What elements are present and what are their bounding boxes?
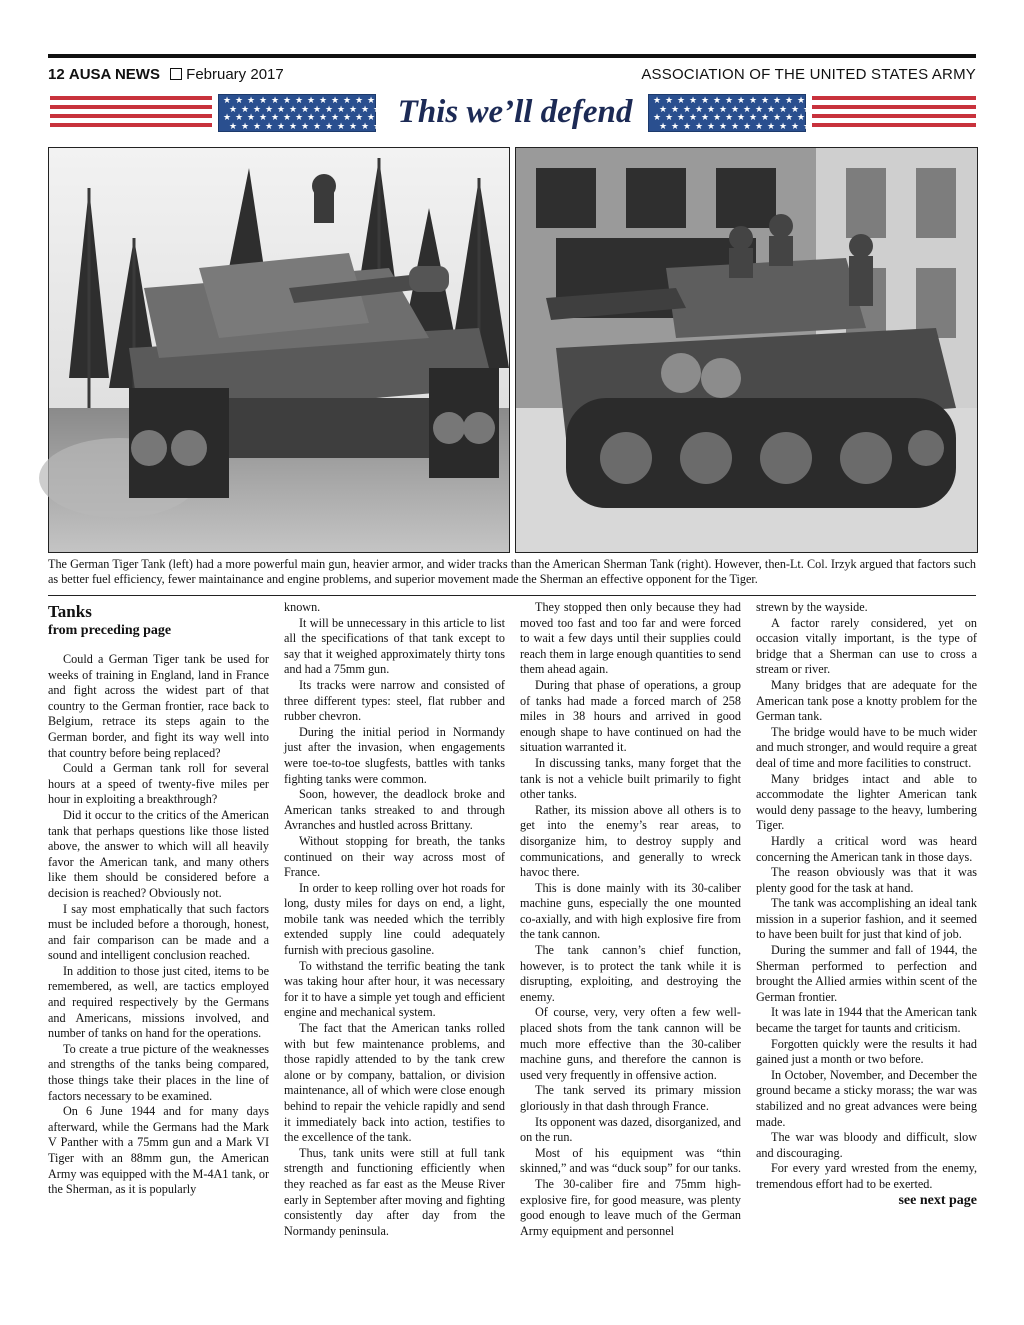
- sherman-tank-photo: [515, 147, 978, 553]
- star-icon: ★: [713, 113, 722, 123]
- star-icon: ★: [653, 96, 662, 106]
- paragraph: Could a German Tiger tank be used for weeks of training in England, land in France and fight across the widest part of that country to the German frontier, race back to Belgium, retrace its steps again to the German border, and fight its way well into that country before being replaced?: [48, 652, 269, 760]
- star-icon: ★: [259, 96, 268, 106]
- star-icon: ★: [301, 104, 310, 115]
- star-icon: ★: [295, 113, 304, 123]
- paragraph: The tank was accomplishing an ideal tank mission in a superior fashion, and it seemed to have been built for just that kind of job.: [756, 896, 977, 942]
- star-icon: ★: [779, 121, 788, 132]
- flag-stars-left-icon: [218, 94, 382, 132]
- page-number: 12: [48, 66, 65, 83]
- paragraph: Most of his equipment was “thin skinned,” and was “duck soup” for our tanks.: [520, 1145, 742, 1176]
- star-icon: ★: [229, 104, 238, 115]
- star-icon: ★: [671, 121, 680, 132]
- star-icon: ★: [761, 113, 770, 123]
- caption-rule: [48, 595, 976, 596]
- star-icon: ★: [271, 96, 280, 106]
- star-icon: ★: [271, 113, 280, 123]
- star-icon: ★: [713, 96, 722, 106]
- star-icon: ★: [665, 96, 674, 106]
- star-icon: ★: [355, 113, 364, 123]
- star-icon: ★: [331, 113, 340, 123]
- star-icon: ★: [737, 96, 746, 106]
- star-icon: ★: [319, 96, 328, 106]
- star-icon: ★: [785, 113, 794, 123]
- paragraph: A factor rarely considered, yet on occasion vitally important, is the type of bridge that a Sherman can use to cross a stream or river.: [756, 615, 977, 677]
- star-icon: ★: [241, 121, 250, 132]
- star-icon: ★: [259, 113, 268, 123]
- checkbox-icon: [170, 68, 182, 80]
- star-icon: ★: [247, 96, 256, 106]
- organization-name: ASSOCIATION OF THE UNITED STATES ARMY: [641, 66, 976, 83]
- star-icon: ★: [289, 121, 298, 132]
- paragraph: In discussing tanks, many forget that the tank is not a vehicle built primarily to fight other tanks.: [520, 755, 741, 802]
- star-icon: ★: [235, 96, 244, 106]
- paragraph: This is done mainly with its 30-caliber machine guns, especially the one mounted co-axially, and with high explosive fire from the tank cannon.: [520, 880, 741, 942]
- star-icon: ★: [767, 104, 776, 115]
- star-icon: ★: [241, 104, 250, 115]
- paragraph: The 30-caliber fire and 75mm high-explosive fire, for good measure, was plenty good enough to leave much of the German Army equipment and personnel: [520, 1176, 741, 1238]
- star-icon: ★: [355, 96, 364, 106]
- star-icon: ★: [283, 113, 292, 123]
- star-icon: ★: [803, 121, 812, 132]
- star-icon: ★: [677, 96, 686, 106]
- star-icon: ★: [725, 96, 734, 106]
- star-icon: ★: [325, 104, 334, 115]
- paragraph: Its opponent was dazed, disorganized, and on the run.: [520, 1114, 741, 1145]
- star-icon: ★: [277, 104, 286, 115]
- star-icon: ★: [749, 113, 758, 123]
- star-icon: ★: [737, 113, 746, 123]
- paragraph: Forgotten quickly were the results it had gained just a month or two before.: [756, 1036, 977, 1067]
- paragraph: They stopped then only because they had moved too fast and too far and were forced to wait a few days until their supplies could reach them in large enough quantities to send them ahead again.: [520, 600, 741, 677]
- paragraph: The fact that the American tanks rolled with but few maintenance problems, and those rapidly attended to by the tank crew alone or by company, battalion, or division maintenance, all of which were close enough behind to repair the vehicle rapidly and send it immediately back into action, testifies to the excellence of the tank.: [284, 1021, 505, 1145]
- paragraph: During the summer and fall of 1944, the Sherman performed to perfection and brought the Allied armies within scent of the German frontier.: [756, 943, 977, 1004]
- top-rule: [48, 54, 976, 58]
- paragraph: Many bridges intact and able to accommodate the lighter American tank would deny passage to the heavy, lumbering Tiger.: [756, 771, 977, 833]
- star-icon: ★: [313, 104, 322, 115]
- header-left: [48, 66, 284, 83]
- publication-name: AUSA NEWS: [68, 66, 160, 83]
- star-icon: ★: [749, 96, 758, 106]
- star-icon: ★: [791, 104, 800, 115]
- star-icon: ★: [283, 96, 292, 106]
- paragraph: The reason obviously was that it was plenty good for the task at hand.: [756, 865, 977, 895]
- star-icon: ★: [797, 113, 806, 123]
- star-icon: ★: [725, 113, 734, 123]
- star-icon: ★: [773, 96, 782, 106]
- star-icon: ★: [307, 96, 316, 106]
- paragraph: strewn by the wayside.: [756, 600, 868, 614]
- star-icon: ★: [367, 113, 376, 123]
- star-icon: ★: [731, 121, 740, 132]
- star-icon: ★: [767, 121, 776, 132]
- star-icon: ★: [319, 113, 328, 123]
- paragraph: During the initial period in Normandy just after the invasion, when engagements were toe-to-toe slugfests, battles with tanks fighting tanks were common.: [284, 724, 505, 786]
- star-icon: ★: [689, 113, 698, 123]
- paragraph: Many bridges that are adequate for the American tank pose a knotty problem for the German tank.: [756, 677, 977, 724]
- flag-stars-right-icon: [648, 94, 812, 132]
- star-icon: ★: [307, 113, 316, 123]
- star-icon: ★: [659, 104, 668, 115]
- article-column-4: [756, 600, 977, 1208]
- issue-date: February 2017: [186, 66, 284, 83]
- paragraph: Hardly a critical word was heard concerning the American tank in those days.: [756, 833, 977, 864]
- star-icon: ★: [253, 104, 262, 115]
- tiger-tank-photo: [48, 147, 510, 553]
- star-icon: ★: [677, 113, 686, 123]
- star-icon: ★: [695, 121, 704, 132]
- article-column-2: [284, 600, 505, 1239]
- paragraph: In order to keep rolling over hot roads for long, dusty miles for days on end, a light, mobile tank was needed which the terribly extended supply line could adequately furnish with precious gasoline.: [284, 880, 505, 958]
- paragraph: Soon, however, the deadlock broke and American tanks streaked to and through Avranches and hustled across Brittany.: [284, 787, 505, 833]
- paragraph: It will be unnecessary in this article to list all the specifications of that tank except to say that it weighed approximately thirty tons and had a 75mm gun.: [284, 615, 505, 677]
- paragraph: To create a true picture of the weaknesses and strengths of the tanks being compared, those things take their places in the line of factors necessary to be examined.: [48, 1041, 269, 1103]
- banner-title: This we’ll defend: [397, 94, 633, 130]
- paragraph: The tank served its primary mission gloriously in that dash through France.: [520, 1083, 741, 1113]
- star-icon: ★: [349, 104, 358, 115]
- star-icon: ★: [247, 113, 256, 123]
- star-icon: ★: [773, 113, 782, 123]
- paragraph: The bridge would have to be much wider and much stronger, and would require a great deal of time and more facilities to construct.: [756, 724, 977, 770]
- star-icon: ★: [701, 113, 710, 123]
- star-icon: ★: [779, 104, 788, 115]
- star-icon: ★: [707, 104, 716, 115]
- star-icon: ★: [373, 121, 382, 132]
- star-icon: ★: [301, 121, 310, 132]
- page-header: [48, 64, 976, 86]
- star-icon: ★: [707, 121, 716, 132]
- star-icon: ★: [719, 121, 728, 132]
- star-icon: ★: [349, 121, 358, 132]
- star-icon: ★: [343, 113, 352, 123]
- star-icon: ★: [265, 104, 274, 115]
- paragraph: Could a German tank roll for several hours at a speed of twenty-five miles per hour in exploiting a breakthrough?: [48, 761, 269, 807]
- star-icon: ★: [791, 121, 800, 132]
- paragraph: In addition to those just cited, items to be remembered, as well, are tactics employed and required respectively by the Germans and Americans, missions involved, and number of tanks on hand for the operations.: [48, 963, 269, 1041]
- star-icon: ★: [253, 121, 262, 132]
- star-icon: ★: [719, 104, 728, 115]
- star-icon: ★: [361, 104, 370, 115]
- paragraph: It was late in 1944 that the American tank became the target for taunts and criticism.: [756, 1005, 977, 1036]
- paragraph: In October, November, and December the ground became a sticky morass; the war was stabilized and no great advances were being made.: [756, 1067, 977, 1129]
- paragraph: Did it occur to the critics of the American tank that perhaps questions like those listed above, the answer to which will all heavily favor the American tank, and many others like them should be considered before a decision is reached? Obviously not.: [48, 807, 269, 900]
- flag-stripes-left-icon: [50, 95, 212, 129]
- article-title: Tanks: [48, 602, 92, 621]
- paragraph: To withstand the terrific beating the tank was taking hour after hour, it was necessary for it to have a simple yet tough and efficient engine and mechanical system.: [284, 958, 505, 1020]
- star-icon: ★: [653, 113, 662, 123]
- star-icon: ★: [337, 104, 346, 115]
- paragraph: During that phase of operations, a group of tanks had made a forced march of 258 miles in 38 hours and arrived in good enough shape to have continued on had the situation warranted it.: [520, 677, 741, 755]
- star-icon: ★: [659, 121, 668, 132]
- star-icon: ★: [337, 121, 346, 132]
- star-icon: ★: [755, 104, 764, 115]
- paragraph: For every yard wrested from the enemy, tremendous effort had to be exerted.: [756, 1161, 977, 1191]
- star-icon: ★: [743, 104, 752, 115]
- star-icon: ★: [683, 121, 692, 132]
- star-icon: ★: [785, 96, 794, 106]
- star-icon: ★: [665, 113, 674, 123]
- star-icon: ★: [265, 121, 274, 132]
- star-icon: ★: [223, 113, 232, 123]
- paragraph: The tank cannon’s chief function, however, is to protect the tank while it is disrupting, exploiting, and destroying the enemy.: [520, 943, 741, 1004]
- article-column-3: [520, 600, 741, 1239]
- photo-caption: The German Tiger Tank (left) had a more powerful main gun, heavier armor, and wider tracks than the American Sherman Tank (right). However, then-Lt. Col. Irzyk argued that factors such as better fuel efficiency, fewer maintainance and engine problems, and superior movement made the Sherman an effective opponent for the Tiger.: [48, 557, 976, 586]
- paragraph: On 6 June 1944 and for many days afterward, while the Germans had the Mark V Panther with a 75mm gun and a Mark VI Tiger with an 88mm gun, the American Army was equipped with the M-4A1 tank, or the Sherman, as it is popularly: [48, 1104, 269, 1197]
- star-icon: ★: [731, 104, 740, 115]
- star-icon: ★: [695, 104, 704, 115]
- star-icon: ★: [289, 104, 298, 115]
- flag-stripes-right-icon: [812, 95, 976, 129]
- banner: [50, 92, 976, 134]
- star-icon: ★: [313, 121, 322, 132]
- star-icon: ★: [689, 96, 698, 106]
- star-icon: ★: [235, 113, 244, 123]
- star-icon: ★: [223, 96, 232, 106]
- star-icon: ★: [797, 96, 806, 106]
- star-icon: ★: [761, 96, 770, 106]
- star-icon: ★: [803, 104, 812, 115]
- star-icon: ★: [361, 121, 370, 132]
- paragraph: Rather, its mission above all others is to get into the enemy’s rear areas, to disorganize him, to destroy supply and communications, and generally to wreck havoc there.: [520, 802, 741, 880]
- paragraph: Its tracks were narrow and consisted of three different types: steel, flat rubber and rubber chevron.: [284, 677, 505, 724]
- paragraph: known.: [284, 600, 321, 614]
- star-icon: ★: [683, 104, 692, 115]
- star-icon: ★: [701, 96, 710, 106]
- star-icon: ★: [743, 121, 752, 132]
- paragraph: The war was bloody and difficult, slow and discouraging.: [756, 1130, 977, 1160]
- see-next-page-link[interactable]: see next page: [898, 1192, 977, 1208]
- star-icon: ★: [343, 96, 352, 106]
- star-icon: ★: [671, 104, 680, 115]
- star-icon: ★: [331, 96, 340, 106]
- star-icon: ★: [295, 96, 304, 106]
- paragraph: Without stopping for breath, the tanks continued on their way across most of France.: [284, 833, 505, 880]
- paragraph: Thus, tank units were still at full tank strength and functioning efficiently when they reached as far east as the Meuse River early in September after moving and fighting consistently day after day from the Normandy peninsula.: [284, 1145, 505, 1238]
- star-icon: ★: [373, 104, 382, 115]
- star-icon: ★: [277, 121, 286, 132]
- star-icon: ★: [229, 121, 238, 132]
- article-column-1: [48, 600, 269, 1198]
- article-subtitle: from preceding page: [48, 623, 172, 638]
- star-icon: ★: [325, 121, 334, 132]
- star-icon: ★: [755, 121, 764, 132]
- paragraph: Of course, very, very often a few well-placed shots from the tank cannon will be much more effective than the 30-caliber machine guns, and therefore the cannon is used very frequently in offensive action.: [520, 1005, 741, 1082]
- paragraph: I say most emphatically that such factors must be included before a thorough, honest, and fair comparison can be made and a sound and intelligent conclusion reached.: [48, 901, 269, 963]
- star-icon: ★: [367, 96, 376, 106]
